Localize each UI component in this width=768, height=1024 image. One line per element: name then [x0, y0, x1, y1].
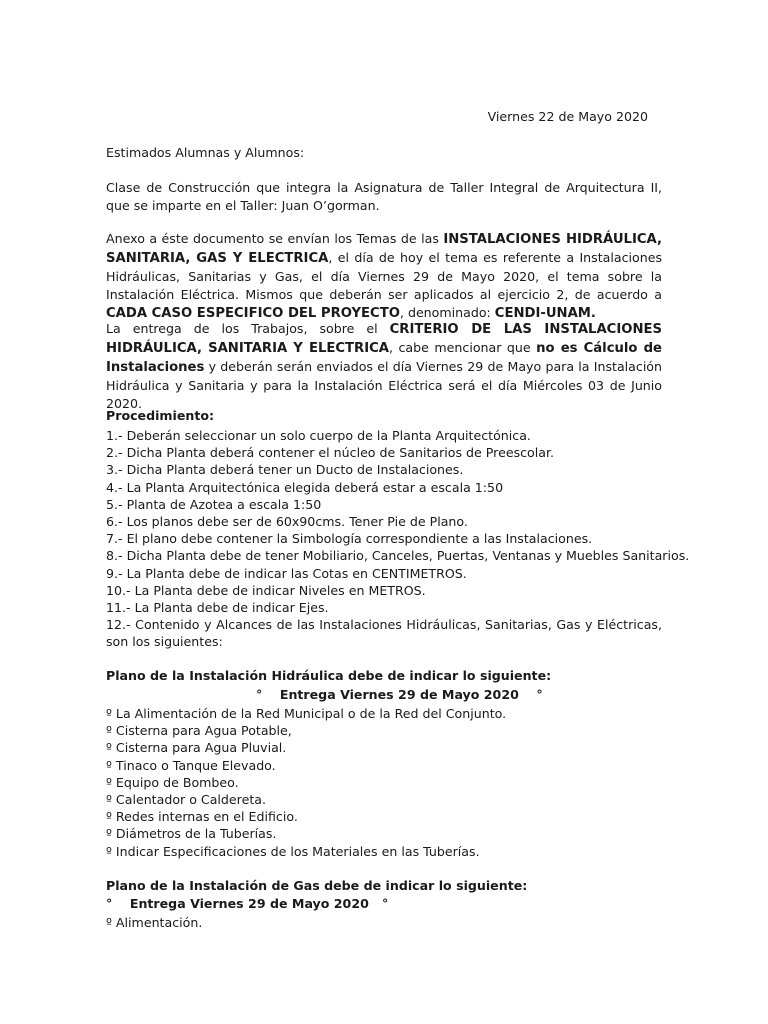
gas-list [106, 914, 662, 931]
hydraulic-delivery-date: ° Entrega Viernes 29 de Mayo 2020 ° [256, 687, 543, 702]
hydraulic-list [106, 705, 662, 860]
document-date: Viernes 22 de Mayo 2020 [487, 109, 648, 124]
annex-bold-project-name: CENDI-UNAM. [494, 306, 596, 321]
delivery-bold-criteria: CRITERIO DE LAS INSTALACIONES HIDRÁULICA, SANITARIA Y ELECTRICA [106, 322, 662, 356]
procedure-heading: Procedimiento: [106, 408, 215, 423]
delivery-text-2: , cabe mencionar que [388, 340, 537, 355]
gas-delivery-date: ° Entrega Viernes 29 de Mayo 2020 ° [106, 896, 389, 911]
list-item: º Redes internas en el Edificio. [106, 809, 298, 825]
annex-bold-installations: INSTALACIONES HIDRÁULICA, SANITARIA, GAS Y ELECTRICA [106, 232, 662, 266]
list-item: º Equipo de Bombeo. [106, 774, 239, 790]
list-item: º Alimentación. [106, 915, 203, 930]
list-item: º Tinaco o Tanque Elevado. [106, 757, 276, 773]
hydraulic-heading: Plano de la Instalación Hidráulica debe de indicar lo siguiente: [106, 668, 552, 683]
list-item: 11.- La Planta debe de indicar Ejes. [106, 600, 329, 616]
gas-heading: Plano de la Instalación de Gas debe de indicar lo siguiente: [106, 878, 528, 893]
list-item: 12.- Contenido y Alcances de las Instalaciones Hidráulicas, Sanitarias, Gas y Eléctricas, son los siguientes: [106, 617, 662, 650]
annex-text-3: , denominado: [399, 305, 495, 320]
list-item: 1.- Deberán seleccionar un solo cuerpo de la Planta Arquitectónica. [106, 428, 531, 443]
list-item: 5.- Planta de Azotea a escala 1:50 [106, 496, 322, 512]
annex-text-1: Anexo a éste documento se envían los Temas de las [106, 231, 444, 246]
list-item: 10.- La Planta debe de indicar Niveles en METROS. [106, 582, 426, 598]
salutation: Estimados Alumnas y Alumnos: [106, 145, 305, 160]
list-item: º Calentador o Caldereta. [106, 792, 266, 808]
list-item: º Indicar Especificaciones de los Materiales en las Tuberías. [106, 843, 480, 859]
delivery-text-1: La entrega de los Trabajos, sobre el [106, 321, 390, 336]
list-item: 2.- Dicha Planta deberá contener el núcleo de Sanitarios de Preescolar. [106, 445, 555, 461]
annex-paragraph [106, 230, 662, 323]
procedure-list [106, 427, 690, 651]
list-item: º La Alimentación de la Red Municipal o de la Red del Conjunto. [106, 706, 507, 721]
list-item: º Diámetros de la Tuberías. [106, 826, 277, 842]
list-item: 8.- Dicha Planta debe de tener Mobiliario, Canceles, Puertas, Ventanas y Muebles Sanitarios. [106, 548, 690, 564]
delivery-paragraph [106, 320, 662, 413]
intro-paragraph: Clase de Construcción que integra la Asignatura de Taller Integral de Arquitectura II, que se imparte en el Taller: Juan O’gorman. [106, 180, 662, 213]
list-item: 7.- El plano debe contener la Simbología correspondiente a las Instalaciones. [106, 531, 593, 547]
list-item: 6.- Los planos debe ser de 60x90cms. Tener Pie de Plano. [106, 514, 468, 530]
delivery-text-3: y deberán serán enviados el día Viernes 29 de Mayo para la Instalación Hidráulica y Sanitaria y para la Instalación Eléctrica será el día Miércoles 03 de Junio 2020. [106, 359, 662, 411]
document-page [106, 0, 690, 1024]
list-item: 4.- La Planta Arquitectónica elegida deberá estar a escala 1:50 [106, 479, 504, 495]
delivery-bold-not-calculation: no es Cálculo de Instalaciones [106, 341, 662, 375]
annex-text-2: , el día de hoy el tema es referente a Instalaciones Hidráulicas, Sanitarias y Gas, el día Viernes 29 de Mayo 2020, el tema sobre la Instalación Eléctrica. Mismos que deberán ser aplicados al ejercicio 2, de acuerdo a [106, 250, 663, 302]
list-item: 9.- La Planta debe de indicar las Cotas en CENTIMETROS. [106, 565, 467, 581]
annex-bold-specific-case: CADA CASO ESPECIFICO DEL PROYECTO [106, 306, 400, 321]
list-item: 3.- Dicha Planta deberá tener un Ducto de Instalaciones. [106, 462, 464, 478]
list-item: º Cisterna para Agua Potable, [106, 723, 292, 739]
list-item: º Cisterna para Agua Pluvial. [106, 740, 287, 756]
